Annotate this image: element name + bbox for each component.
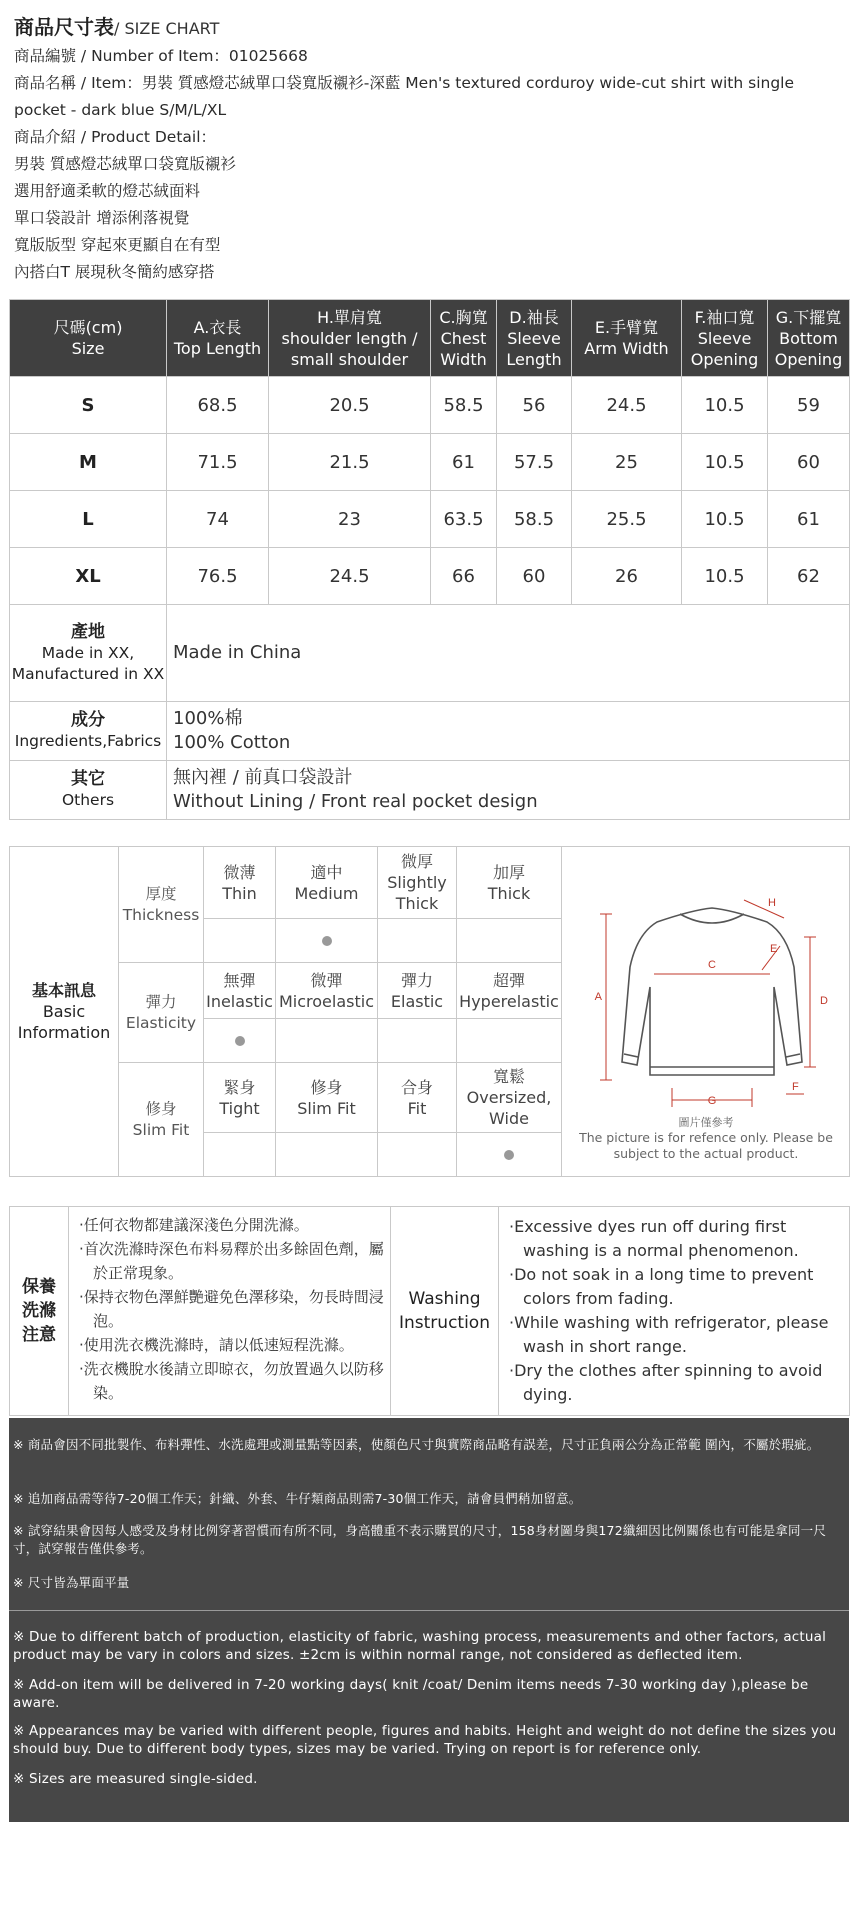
- fit-option: 合身 Fit: [378, 1063, 457, 1133]
- caption-en: The picture is for refence only. Please be subject to the actual product.: [579, 1129, 833, 1161]
- elasticity-option: 無彈 Inelastic: [204, 963, 276, 1019]
- size-table-header: [10, 300, 850, 377]
- thickness-label: 厚度 Thickness: [119, 847, 204, 963]
- origin-value: Made in China: [167, 605, 850, 702]
- fit-marker-cell: [276, 1133, 378, 1177]
- col-header-sleeve-length: D.袖長 Sleeve Length: [497, 300, 572, 377]
- col-header-arm-width: E.手臂寬 Arm Width: [572, 300, 682, 377]
- value-cell: 10.5: [682, 434, 768, 491]
- value-cell: 58.5: [431, 377, 497, 434]
- value-cell: 61: [431, 434, 497, 491]
- col-header-chest: C.胸寬 Chest Width: [431, 300, 497, 377]
- table-row: [10, 491, 850, 548]
- detail-line: 寬版版型 穿起來更顯自在有型: [14, 236, 221, 254]
- fabric-value: 100%棉 100% Cotton: [167, 702, 850, 761]
- washing-table: [9, 1206, 850, 1416]
- thickness-marker-cell: [457, 919, 562, 963]
- value-cell: 74: [167, 491, 269, 548]
- basic-info-heading: 基本訊息 Basic Information: [10, 847, 119, 1177]
- fit-marker-cell: [378, 1133, 457, 1177]
- list-item: ·Do not soak in a long time to prevent colors from fading.: [509, 1265, 814, 1308]
- thickness-option: 加厚 Thick: [457, 847, 562, 919]
- value-cell: 10.5: [682, 548, 768, 605]
- caption-zh: 圖片僅參考: [678, 1116, 734, 1129]
- wash-title-en: Washing Instruction: [391, 1207, 499, 1416]
- selected-dot: [504, 1150, 514, 1160]
- list-item: ·任何衣物都建議深淺色分開洗滌。: [79, 1216, 309, 1234]
- size-table: [9, 299, 850, 820]
- elasticity-option: 彈力 Elastic: [378, 963, 457, 1019]
- value-cell: 21.5: [269, 434, 431, 491]
- list-item: ·使用洗衣機洗滌時，請以低速短程洗滌。: [79, 1336, 354, 1354]
- size-cell: S: [10, 377, 167, 434]
- value-cell: 63.5: [431, 491, 497, 548]
- others-value: 無內裡 / 前真口袋設計 Without Lining / Front real pocket design: [167, 761, 850, 820]
- value-cell: 58.5: [497, 491, 572, 548]
- fit-marker-cell: [457, 1133, 562, 1177]
- fit-option: 寬鬆 Oversized, Wide: [457, 1063, 562, 1133]
- elasticity-option: 微彈 Microelastic: [276, 963, 378, 1019]
- elasticity-marker-cell: [457, 1019, 562, 1063]
- value-cell: 56: [497, 377, 572, 434]
- thickness-marker-cell: [276, 919, 378, 963]
- wash-en-list: [499, 1207, 850, 1416]
- thickness-option: 適中 Medium: [276, 847, 378, 919]
- value-cell: 59: [768, 377, 850, 434]
- detail-line: 單口袋設計 增添俐落視覺: [14, 209, 190, 227]
- others-row: [10, 761, 850, 820]
- detail-line: 內搭白T 展現秋冬簡約感穿搭: [14, 263, 215, 281]
- basic-info-table: [9, 846, 850, 1177]
- measurement-diagram: [562, 847, 850, 1177]
- col-header-sleeve-opening: F.袖口寬 Sleeve Opening: [682, 300, 768, 377]
- table-row: [10, 434, 850, 491]
- list-item: ·While washing with refrigerator, please wash in short range.: [509, 1313, 829, 1356]
- label-d: D: [820, 994, 828, 1007]
- value-cell: 68.5: [167, 377, 269, 434]
- size-chart-title: 商品尺寸表: [14, 15, 114, 39]
- value-cell: 10.5: [682, 491, 768, 548]
- notes-panel: [9, 1418, 849, 1822]
- value-cell: 25: [572, 434, 682, 491]
- origin-label: 產地 Made in XX, Manufactured in XX: [10, 605, 167, 702]
- value-cell: 26: [572, 548, 682, 605]
- label-e: E: [770, 942, 778, 955]
- size-chart-subtitle: / SIZE CHART: [114, 19, 220, 38]
- note-zh: ※ 商品會因不同批製作、布料彈性、水洗處理或測量點等因素，使顏色尺寸與實際商品略有誤差，尺寸正負兩公分為正常範 圍內，不屬於瑕疵。: [13, 1437, 820, 1452]
- list-item: ·Dry the clothes after spinning to avoid dying.: [509, 1361, 823, 1404]
- size-cell: M: [10, 434, 167, 491]
- table-row: [10, 548, 850, 605]
- value-cell: 20.5: [269, 377, 431, 434]
- col-header-shoulder: H.單肩寬 shoulder length / small shoulder: [269, 300, 431, 377]
- fabric-row: [10, 702, 850, 761]
- value-cell: 23: [269, 491, 431, 548]
- wash-zh-list: [69, 1207, 391, 1416]
- fit-marker-cell: [204, 1133, 276, 1177]
- size-cell: XL: [10, 548, 167, 605]
- detail-line: 選用舒適柔軟的燈芯絨面料: [14, 182, 201, 200]
- selected-dot: [235, 1036, 245, 1046]
- value-cell: 24.5: [572, 377, 682, 434]
- elasticity-option: 超彈 Hyperelastic: [457, 963, 562, 1019]
- label-c: C: [708, 958, 716, 971]
- table-row: [10, 377, 850, 434]
- note-zh: ※ 尺寸皆為單面平量: [13, 1575, 130, 1590]
- notes-divider: [9, 1610, 849, 1611]
- list-item: ·洗衣機脫水後請立即晾衣，勿放置過久以防移染。: [79, 1360, 384, 1402]
- size-cell: L: [10, 491, 167, 548]
- others-label: 其它 Others: [10, 761, 167, 820]
- value-cell: 60: [768, 434, 850, 491]
- origin-row: [10, 605, 850, 702]
- thickness-option: 微厚 Slightly Thick: [378, 847, 457, 919]
- list-item: ·首次洗滌時深色布料易釋於出多餘固色劑，屬於正常現象。: [79, 1240, 384, 1282]
- value-cell: 57.5: [497, 434, 572, 491]
- product-detail-label: 商品介紹 / Product Detail：: [14, 128, 217, 146]
- col-header-bottom-opening: G.下擺寬 Bottom Opening: [768, 300, 850, 377]
- value-cell: 62: [768, 548, 850, 605]
- thickness-marker-cell: [378, 919, 457, 963]
- fabric-label: 成分 Ingredients,Fabrics: [10, 702, 167, 761]
- label-h: H: [768, 896, 776, 909]
- label-a: A: [594, 990, 602, 1003]
- selected-dot: [322, 936, 332, 946]
- note-en: ※ Due to different batch of production, elasticity of fabric, washing process, measurements and other factors, actual product may be vary in colors and sizes. ±2cm is within normal range, not considered as deflected item.: [13, 1629, 827, 1663]
- value-cell: 61: [768, 491, 850, 548]
- product-header: [14, 14, 844, 286]
- thickness-marker-cell: [204, 919, 276, 963]
- col-header-size: 尺碼(cm) Size: [10, 300, 167, 377]
- value-cell: 60: [497, 548, 572, 605]
- value-cell: 76.5: [167, 548, 269, 605]
- value-cell: 24.5: [269, 548, 431, 605]
- col-header-top-length: A.衣長 Top Length: [167, 300, 269, 377]
- fit-option: 緊身 Tight: [204, 1063, 276, 1133]
- list-item: ·Excessive dyes run off during first washing is a normal phenomenon.: [509, 1217, 799, 1260]
- detail-line: 男裝 質感燈芯絨單口袋寬版襯衫: [14, 155, 236, 173]
- note-en: ※ Add-on item will be delivered in 7-20 working days( knit /coat/ Denim items needs 7-30 working day ),please be aware.: [13, 1677, 809, 1711]
- note-zh: ※ 追加商品需等待7-20個工作天；針織、外套、牛仔類商品則需7-30個工作天，請會員們稍加留意。: [13, 1491, 582, 1506]
- item-name: 商品名稱 / Item：男裝 質感燈芯絨單口袋寬版襯衫-深藍 Men's textured corduroy wide-cut shirt with single pocket - dark blue S/M/L/XL: [14, 74, 795, 119]
- value-cell: 71.5: [167, 434, 269, 491]
- sweater-diagram: [562, 862, 850, 1162]
- elasticity-marker-cell: [276, 1019, 378, 1063]
- value-cell: 66: [431, 548, 497, 605]
- elasticity-marker-cell: [378, 1019, 457, 1063]
- note-zh: ※ 試穿結果會因每人感受及身材比例穿著習慣而有所不同，身高體重不表示購買的尺寸，158身材圖身與172纖細因比例關係也有可能是拿同一尺寸，試穿報告僅供參考。: [13, 1523, 827, 1556]
- fit-option: 修身 Slim Fit: [276, 1063, 378, 1133]
- value-cell: 10.5: [682, 377, 768, 434]
- label-f: F: [792, 1080, 799, 1093]
- value-cell: 25.5: [572, 491, 682, 548]
- note-en: ※ Appearances may be varied with different people, figures and habits. Height and weight do not define the sizes you should buy. Due to different body types, sizes may be varied. Trying on report is for reference only.: [13, 1723, 837, 1757]
- elasticity-label: 彈力 Elasticity: [119, 963, 204, 1063]
- item-number: 商品編號 / Number of Item：01025668: [14, 47, 308, 65]
- list-item: ·保持衣物色澤鮮艷避免色澤移染，勿長時間浸泡。: [79, 1288, 384, 1330]
- label-g: G: [707, 1094, 717, 1107]
- elasticity-marker-cell: [204, 1019, 276, 1063]
- thickness-option: 微薄 Thin: [204, 847, 276, 919]
- wash-title-zh: 保養洗滌注意: [10, 1207, 69, 1416]
- fit-label: 修身 Slim Fit: [119, 1063, 204, 1177]
- note-en: ※ Sizes are measured single-sided.: [13, 1771, 258, 1787]
